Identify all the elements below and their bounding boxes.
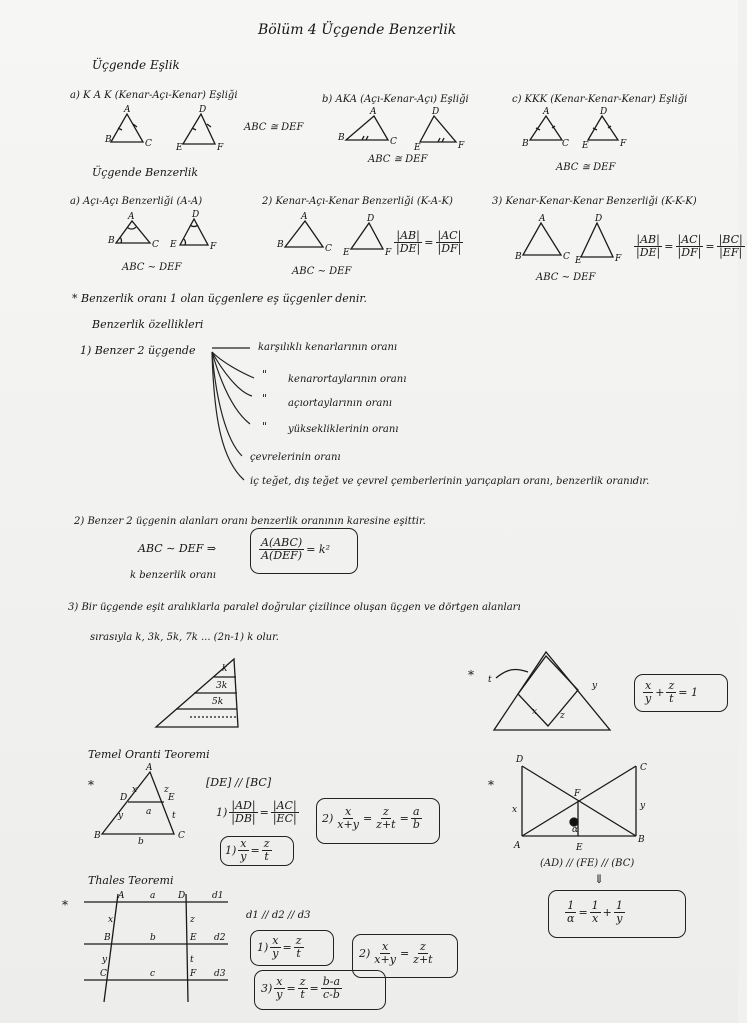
equality-c-label: c) KKK (Kenar-Kenar-Kenar) Eşliği — [512, 94, 688, 105]
svg-text:E: E — [170, 240, 177, 250]
star-marker-1: * — [468, 668, 474, 682]
thales-heading: Thales Teoremi — [88, 874, 174, 887]
svg-text:a: a — [150, 891, 156, 901]
star-note: * Benzerlik oranı 1 olan üçgenlere eş üçgenler denir. — [72, 292, 367, 305]
svg-text:F: F — [458, 141, 465, 151]
svg-text:z: z — [164, 785, 169, 795]
svg-text:d3: d3 — [214, 969, 226, 979]
bf1-n2: |AC| — [272, 799, 297, 812]
area-den: A(DEF) — [261, 549, 303, 562]
tz-d: α — [567, 912, 575, 925]
tf3-n3: b-a — [322, 975, 341, 988]
property-3-line1: 3) Bir üçgende eşit aralıklarla paralel doğrular çizilince oluşan üçgen ve dörtgen alanları — [68, 602, 521, 613]
svg-text:E: E — [414, 143, 421, 153]
stack-label-0: k — [222, 664, 228, 674]
page-title: Bölüm 4 Üçgende Benzerlik — [258, 22, 457, 38]
svg-text:A: A — [128, 212, 135, 222]
svg-text:y: y — [102, 955, 108, 965]
tf3-d2: t — [300, 988, 305, 1001]
svg-text:E: E — [582, 141, 589, 151]
equality-c-eq: ABC ≅ DEF — [556, 162, 616, 173]
svg-text:F: F — [574, 789, 581, 799]
area-ratio-box — [250, 528, 358, 574]
svg-text:B: B — [108, 236, 115, 246]
tz-n2: 1 — [591, 899, 599, 912]
bf2-d1: x+y — [337, 818, 359, 831]
ratio-c-1n: |AB| — [636, 233, 660, 246]
ditto-1: " — [262, 392, 268, 405]
svg-text:A: A — [124, 105, 131, 115]
tf1-n2: z — [295, 934, 302, 947]
thales-figure — [78, 888, 238, 1008]
tf2-d1: x+y — [374, 953, 396, 966]
svg-text:D: D — [516, 755, 524, 765]
stack-label-2: 5k — [212, 697, 224, 707]
ratio-b-1d: |DE| — [396, 242, 421, 255]
basic-formula-3-box — [220, 836, 294, 866]
equality-a-eq: ABC ≅ DEF — [244, 122, 304, 133]
ratio-c-2d: |DF| — [677, 246, 702, 259]
star-marker-4: * — [62, 898, 68, 912]
svg-text:B: B — [638, 835, 645, 845]
svg-text:b: b — [150, 933, 156, 943]
bf1-d2: |EC| — [272, 812, 297, 825]
area-eq: = k² — [306, 543, 330, 556]
area-num: A(ABC) — [261, 536, 303, 549]
thales-lines: d1 // d2 // d3 — [246, 910, 311, 921]
similarity-a-label: a) Açı-Açı Benzerliği (A-A) — [70, 196, 203, 207]
tz-n3: 1 — [615, 899, 623, 912]
similarity-heading: Üçgende Benzerlik — [92, 166, 199, 179]
star-marker-2: * — [88, 778, 94, 792]
svg-text:C: C — [390, 137, 397, 147]
svg-text:F: F — [217, 143, 224, 153]
equality-b-eq: ABC ≅ DEF — [368, 154, 428, 165]
tf1-d2: t — [296, 947, 301, 960]
tf3-d1: y — [276, 988, 283, 1001]
similarity-b-label: 2) Kenar-Açı-Kenar Benzerliği (K-A-K) — [262, 196, 453, 207]
crossed-lines-figure — [508, 756, 658, 852]
svg-text:x: x — [532, 707, 538, 717]
svg-text:C: C — [145, 139, 152, 149]
ratio-b-2d: |DF| — [437, 242, 462, 255]
branch-3: yüksekliklerinin oranı — [288, 424, 399, 435]
basic-theorem-heading: Temel Oranti Teoremi — [88, 748, 210, 761]
branch-0: karşılıklı kenarlarının oranı — [258, 342, 398, 353]
rect-b: y — [645, 692, 652, 705]
property-2: 2) Benzer 2 üçgenin alanları oranı benzerlik oranının karesine eşittir. — [74, 516, 426, 527]
svg-text:C: C — [100, 969, 107, 979]
svg-text:A: A — [539, 214, 546, 224]
thales-formula-3-box — [254, 970, 386, 1010]
equality-heading: Üçgende Eşlik — [92, 58, 180, 72]
ditto-2: " — [262, 420, 268, 433]
trapezoid-formula: 1 α = 1 x + 1 y — [567, 899, 623, 925]
svg-text:t: t — [172, 811, 176, 821]
basic-formula-2: 2) x x+y = z z+t = a b — [322, 805, 420, 831]
similarity-c-ratio: |AB| |DE| = |AC| |DF| = |BC| |EF| — [636, 233, 743, 259]
tz-d2: x — [592, 912, 599, 925]
stacked-triangle — [150, 655, 260, 735]
similarity-b-ratio: |AB| |DE| = |AC| |DF| — [396, 229, 462, 255]
svg-text:E: E — [190, 933, 197, 943]
svg-text:a: a — [146, 807, 152, 817]
bf2-d2: z+t — [376, 818, 396, 831]
svg-text:C: C — [563, 252, 570, 262]
svg-text:C: C — [562, 139, 569, 149]
basic-formula-3: 1) x y = z t — [225, 837, 270, 863]
branch-4: çevrelerinin oranı — [250, 452, 341, 463]
svg-text:t: t — [488, 675, 492, 685]
bf1-d1: |DB| — [231, 812, 256, 825]
trapezoid-formula-box — [548, 890, 686, 938]
svg-text:y: y — [592, 681, 598, 691]
properties-heading: Benzerlik özellikleri — [92, 318, 204, 331]
svg-text:D: D — [199, 105, 207, 115]
svg-text:E: E — [168, 793, 175, 803]
svg-text:B: B — [515, 252, 522, 262]
tf2-n1: x — [382, 940, 389, 953]
trapezoid-parallel: (AD) // (FE) // (BC) — [540, 858, 635, 869]
bf2-d3: b — [412, 818, 420, 831]
rect-formula-box — [634, 674, 728, 712]
rect-d: t — [669, 692, 674, 705]
branch-2: açıortaylarının oranı — [288, 398, 392, 409]
ratio-c-3d: |EF| — [719, 246, 743, 259]
basic-formula-1: 1) |AD| |DB| = |AC| |EC| — [216, 799, 297, 825]
svg-text:α: α — [572, 825, 579, 835]
svg-text:D: D — [178, 891, 186, 901]
similarity-a-sim: ABC ∼ DEF — [122, 262, 182, 273]
svg-text:D: D — [432, 107, 440, 117]
svg-text:D: D — [595, 214, 603, 224]
svg-text:A: A — [514, 841, 521, 851]
svg-text:B: B — [277, 240, 284, 250]
tf3-d3: c-b — [322, 988, 340, 1001]
basic-parallel: [DE] // [BC] — [206, 776, 272, 789]
tf3-n2: z — [299, 975, 306, 988]
bf2-n1: x — [345, 805, 352, 818]
svg-text:F: F — [620, 139, 627, 149]
equality-b-label: b) AKA (Açı-Kenar-Açı) Eşliği — [322, 94, 469, 105]
svg-text:B: B — [94, 831, 101, 841]
svg-text:E: E — [576, 843, 583, 853]
similarity-c-label: 3) Kenar-Kenar-Kenar Benzerliği (K-K-K) — [492, 196, 697, 207]
svg-text:b: b — [138, 837, 144, 847]
implies-arrow: ⇓ — [594, 872, 605, 886]
rect-c: z — [668, 679, 675, 692]
svg-text:C: C — [178, 831, 185, 841]
thales-formula-1-box — [250, 930, 334, 966]
svg-text:F: F — [615, 254, 622, 264]
svg-text:D: D — [600, 107, 608, 117]
svg-text:y: y — [640, 801, 646, 811]
tf2-n2: z — [419, 940, 426, 953]
svg-text:A: A — [370, 107, 377, 117]
bf2-n2: z — [382, 805, 389, 818]
thales-formula-1: 1) x y = z t — [257, 934, 302, 960]
branch-5: iç teğet, dış teğet ve çevrel çemberlerinin yarıçapları oranı, benzerlik oranıdır. — [250, 476, 650, 487]
svg-text:d1: d1 — [212, 891, 224, 901]
rect-a: x — [645, 679, 652, 692]
svg-text:E: E — [176, 143, 183, 153]
property-3-line2: sırasıyla k, 3k, 5k, 7k ... (2n-1) k olur. — [90, 632, 279, 643]
svg-text:A: A — [543, 107, 550, 117]
tf1-d1: y — [272, 947, 279, 960]
svg-text:D: D — [120, 793, 128, 803]
svg-text:x: x — [512, 805, 518, 815]
svg-text:C: C — [640, 763, 647, 773]
svg-text:x: x — [132, 785, 138, 795]
branch-1: kenarortaylarının oranı — [288, 374, 407, 385]
inscribed-rectangle-figure — [488, 648, 616, 738]
tz-n: 1 — [567, 899, 575, 912]
svg-text:A: A — [146, 763, 153, 773]
similarity-c-sim: ABC ∼ DEF — [536, 272, 596, 283]
stack-label-1: 3k — [216, 681, 228, 691]
area-ratio — [257, 537, 330, 562]
svg-text:B: B — [104, 933, 111, 943]
basic-formula-2-box — [316, 798, 440, 844]
tf1-n1: x — [272, 934, 279, 947]
svg-text:A: A — [301, 212, 308, 222]
svg-text:F: F — [210, 242, 217, 252]
ratio-b-2n: |AC| — [437, 229, 462, 242]
svg-text:t: t — [190, 955, 194, 965]
svg-text:C: C — [152, 240, 159, 250]
svg-text:C: C — [325, 244, 332, 254]
svg-text:D: D — [192, 210, 200, 220]
bf3-d1: y — [240, 850, 247, 863]
svg-text:D: D — [367, 214, 375, 224]
tf2-d2: z+t — [413, 953, 433, 966]
svg-text:F: F — [385, 248, 392, 258]
ratio-c-2n: |AC| — [677, 233, 702, 246]
equality-a-label: a) K A K (Kenar-Açı-Kenar) Eşliği — [70, 90, 238, 101]
ratio-c-3n: |BC| — [718, 233, 743, 246]
thales-formula-2: 2) x x+y = z z+t — [359, 940, 433, 966]
svg-text:A: A — [118, 891, 125, 901]
rect-formula: x y + $\frac{z}{t}$ = 1 — [645, 679, 698, 705]
rect-eq: = 1 — [678, 686, 698, 699]
svg-text:B: B — [522, 139, 529, 149]
tf3-n1: x — [276, 975, 283, 988]
bf1-n1: |AD| — [231, 799, 256, 812]
bf2-n3: a — [413, 805, 420, 818]
tz-d3: y — [616, 912, 623, 925]
property-1: 1) Benzer 2 üçgende — [80, 344, 196, 357]
svg-text:x: x — [108, 915, 114, 925]
bf3-d2: t — [264, 850, 269, 863]
thales-formula-3: 3) x y = z t = b-a c-b — [261, 975, 341, 1001]
svg-text:d2: d2 — [214, 933, 226, 943]
ditto-0: " — [262, 368, 268, 381]
ratio-b-1n: |AB| — [396, 229, 420, 242]
star-marker-3: * — [488, 778, 494, 792]
property-2-sim: ABC ∼ DEF ⇒ — [138, 542, 217, 555]
bf3-n1: x — [240, 837, 247, 850]
svg-text:z: z — [190, 915, 195, 925]
ratio-c-1d: |DE| — [636, 246, 661, 259]
svg-text:z: z — [560, 711, 565, 721]
svg-text:F: F — [190, 969, 197, 979]
svg-text:E: E — [575, 256, 582, 266]
svg-text:B: B — [338, 133, 345, 143]
bf3-n2: z — [263, 837, 270, 850]
basic-theorem-triangle — [92, 763, 200, 848]
svg-text:B: B — [105, 135, 112, 145]
property-2-k: k benzerlik oranı — [130, 570, 217, 581]
similarity-b-sim: ABC ∼ DEF — [292, 266, 352, 277]
svg-text:E: E — [343, 248, 350, 258]
svg-text:c: c — [150, 969, 156, 979]
svg-text:y: y — [118, 811, 124, 821]
